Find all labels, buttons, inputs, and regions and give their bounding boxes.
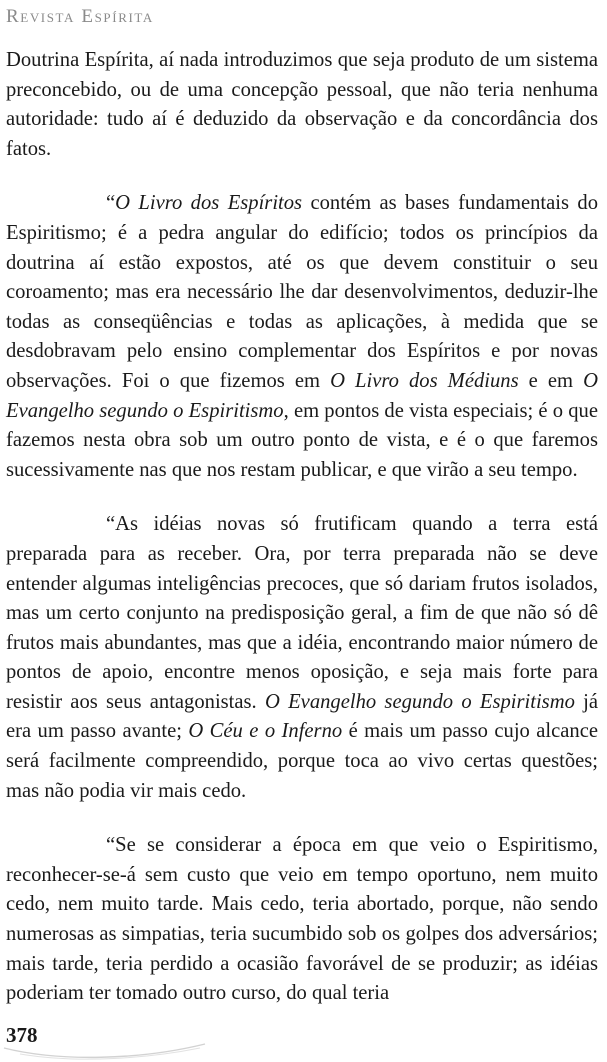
paragraph bbox=[6, 46, 598, 164]
page-number: 378 bbox=[6, 1023, 38, 1047]
text-run: “Se se considerar a época em que veio o Espiritismo, reconhecer-se-á sem custo que veio em tempo oportuno, nem muito cedo, nem muito tarde. Mais cedo, teria abortado, porque, não sendo numerosas as simpatias, teria sucumbido sob os golpes dos adversários; mais tarde, teria perdido a ocasião favorável de se produzir; as idéias poderiam ter tomado outro curso, do qual teria bbox=[6, 834, 598, 1005]
paragraph bbox=[6, 189, 598, 485]
text-run: já era um passo avante; bbox=[6, 690, 598, 743]
text-run: é mais um passo cujo alcance será facilmente compreendido, porque toca ao vivo certas questões; mas não podia vir mais cedo. bbox=[6, 720, 598, 802]
text-run: , em pontos de vista especiais; é o que fazemos nesta obra sob um outro ponto de vista, e é o que faremos sucessivamente nas que nos restam publicar, e que virão a seu tempo. bbox=[6, 399, 598, 481]
text-run: e em bbox=[518, 369, 584, 392]
text-run: contém as bases fundamentais do Espiritismo; é a pedra angular do edifício; todos os princípios da doutrina aí estão expostos, até os que devem constituir o seu coroamento; mas era necessário lhe dar desenvolvimentos, deduzir-lhe todas as conseqüências e todas as aplicações, à medida que se desdobravam pelo ensino complementar dos Espíritos e por novas observações. Foi o que fizemos em bbox=[6, 192, 599, 392]
book-title: O Livro dos Médiuns bbox=[330, 369, 519, 392]
book-title: O Livro dos Espíritos bbox=[115, 192, 303, 215]
running-header: Revista Espírita bbox=[6, 6, 154, 27]
paragraph bbox=[6, 831, 598, 1009]
paragraph-gap bbox=[6, 485, 598, 510]
paragraph bbox=[6, 510, 598, 806]
text-run: Doutrina Espírita, aí nada introduzimos que seja produto de um sistema preconcebido, ou de uma concepção pessoal, que não teria nenhuma autoridade: tudo aí é deduzido da observação e da concordância dos fatos. bbox=[6, 49, 598, 160]
text-run: “ bbox=[106, 192, 116, 215]
paragraph-gap bbox=[6, 806, 598, 831]
book-title: O Evangelho segundo o Espiritismo bbox=[6, 369, 598, 422]
book-title: O Evangelho segundo o Espiritismo bbox=[264, 690, 575, 713]
paragraph-gap bbox=[6, 164, 598, 189]
page-body bbox=[6, 46, 598, 1009]
book-title: O Céu e o Inferno bbox=[188, 720, 343, 743]
text-run: “As idéias novas só frutificam quando a terra está preparada para as receber. Ora, por terra preparada não se deve entender algumas inteligências precoces, que só dariam frutos isolados, mas um certo conjunto na predisposição geral, a fim de que não só dê frutos mais abundantes, mas que a idéia, encontrando maior número de pontos de apoio, encontre menos oposição, e seja mais forte para resistir aos seus antagonistas. bbox=[6, 513, 598, 713]
